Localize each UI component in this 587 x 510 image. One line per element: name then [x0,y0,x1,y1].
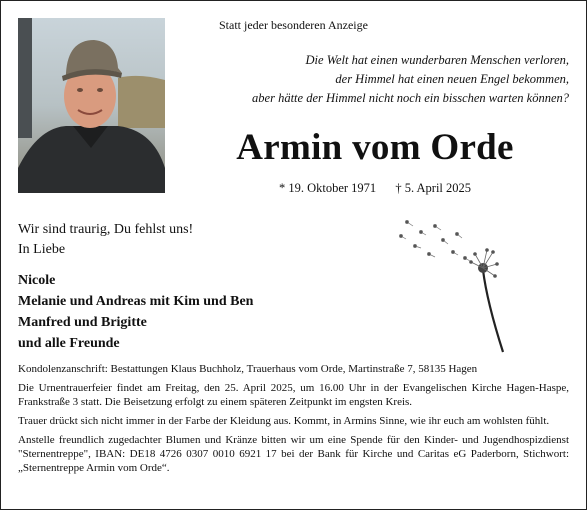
family-member: Nicole [18,273,56,288]
in-love-line: In Liebe [18,242,66,257]
family-member: und alle Freunde [18,336,120,351]
dandelion-icon [395,212,510,354]
life-dates [180,181,570,196]
condolence-address: Kondolenzanschrift: Bestattungen Klaus Buchholz, Trauerhaus vom Orde, Martinstraße 7, 58135 Hagen [18,363,478,375]
poem-line: der Himmel hat einen neuen Engel bekommen, [335,72,569,86]
portrait-photo [18,18,165,193]
sad-line: Wir sind traurig, Du fehlst uns! [18,222,194,237]
mourning-lines [18,220,193,260]
portrait-illustration [18,18,165,193]
deceased-name: Armin vom Orde [236,127,514,168]
birth-date: * 19. Oktober 1971 [278,181,377,195]
dress-note: Trauer drückt sich nicht immer in der Farbe der Kleidung aus. Kommt, in Armins Sinne, wie ihr euch am wohlsten fühlt. [18,415,550,427]
family-member: Melanie und Andreas mit Kim und Ben [18,294,254,309]
family-member: Manfred und Brigitte [18,315,147,330]
poem-line: Die Welt hat einen wunderbaren Menschen verloren, [305,53,569,67]
death-date: † 5. April 2025 [395,181,472,195]
info-text [18,362,569,480]
ceremony-info: Die Urnentrauerfeier findet am Freitag, den 25. April 2025, um 16.00 Uhr in der Evangelischen Kirche Hagen-Haspe, Frankstraße 3 statt. Die Beisetzung erfolgt zu einem späteren Zeitpunkt im engsten Kreis. [18,382,569,408]
poem-line: aber hätte der Himmel nicht noch ein bisschen warten können? [252,91,569,105]
donation-note: Anstelle freundlich zugedachter Blumen und Kränze bitten wir um eine Spende für den Kinder- und Jugendhospizdienst "Sternentreppe", IBAN: DE18 4726 0307 0010 6921 17 bei der Bank für Kirche und Caritas eG Paderborn, Stichwort: „Sternentreppe Armin vom Orde“. [18,434,569,474]
poem [252,51,569,108]
notice-heading: Statt jeder besonderen Anzeige [219,18,368,32]
family-list [18,270,253,354]
